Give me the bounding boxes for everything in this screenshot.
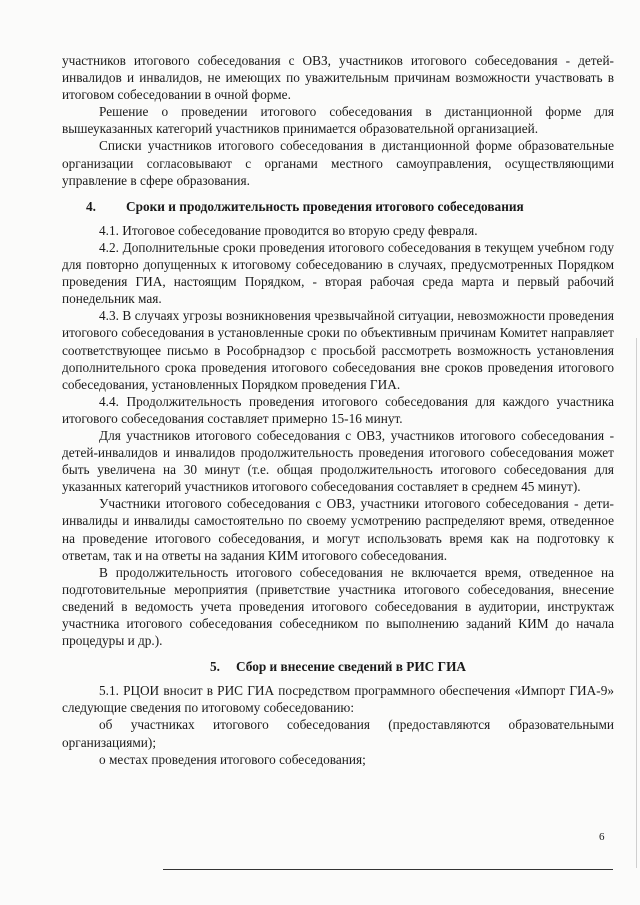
paragraph: участников итогового собеседования с ОВЗ, участников итогового собеседования - детей-инвалидов и инвалидов, не имеющих по уважительным причинам возможности участвовать в итоговом собеседовании в очной форме. [62,53,614,103]
section-5-heading [62,658,614,675]
paragraph: 4.2. Дополнительные сроки проведения итогового собеседования в текущем учебном году для повторно допущенных к итоговому собеседованию в случаях, предусмотренных Порядком проведения ГИА, настоящим Порядком, - вторая рабочая среда марта и первый рабочий понедельник мая. [62,239,614,307]
footer-rule [163,869,613,870]
paragraph: Списки участников итогового собеседования в дистанционной форме образовательные организации согласовывают с органами местного самоуправления, осуществляющими управление в сфере образования. [62,138,614,188]
page-number: 6 [599,831,605,843]
paragraph: Решение о проведении итогового собеседования в дистанционной форме для вышеуказанных категорий участников принимается образовательной организацией. [62,104,614,137]
paragraph: о местах проведения итогового собеседования; [99,751,366,767]
section-title: Сроки и продолжительность проведения итогового собеседования [126,198,524,214]
paragraph: об участниках итогового собеседования (предоставляются образовательными организациями); [62,717,614,750]
section-number: 5. [209,659,220,675]
paragraph: Для участников итогового собеседования с ОВЗ, участников итогового собеседования - детей-инвалидов и инвалидов продолжительность проведения итогового собеседования может быть увеличена на 30 минут (т.е. общая продолжительность итогового собеседования для указанных категорий участников итогового собеседования составляет в среднем 45 минут). [62,427,614,495]
paragraph: 4.3. В случаях угрозы возникновения чрезвычайной ситуации, невозможности проведения итогового собеседования в установленные сроки по объективным причинам Комитет направляет соответствующее письмо в Рособрнадзор с просьбой рассмотреть возможность установления дополнительного срока проведения итогового собеседования вне сроков проведения итогового собеседования, установленных Порядком проведения ГИА. [62,308,614,392]
section-number: 4. [86,198,96,214]
paragraph: Участники итогового собеседования с ОВЗ, участники итогового собеседования - дети-инвалиды и инвалиды самостоятельно по своему усмотрению распределяют время, отведенное на проведение итогового собеседования, и могут использовать время как на подготовку к ответам, так и на ответы на задания КИМ итогового собеседования. [62,496,614,563]
paragraph: 4.4. Продолжительность проведения итогового собеседования для каждого участника итогового собеседования составляет примерно 15-16 минут. [62,393,614,426]
scan-edge-line [636,338,637,868]
paragraph: 4.1. Итоговое собеседование проводится во вторую среду февраля. [99,222,478,238]
paragraph: 5.1. РЦОИ вносит в РИС ГИА посредством программного обеспечения «Импорт ГИА-9» следующие сведения по итоговому собеседованию: [62,683,614,716]
document-page [62,52,614,768]
section-4-heading [62,198,614,215]
paragraph: В продолжительность итогового собеседования не включается время, отведенное на подготовительные мероприятия (приветствие участника итогового собеседования, внесение сведений в ведомость учета проведения итогового собеседования в аудитории, инструктаж участника итогового собеседования собеседником по выполнению заданий КИМ до начала процедуры и др.). [62,564,614,649]
section-title: Сбор и внесение сведений в РИС ГИА [235,659,467,675]
